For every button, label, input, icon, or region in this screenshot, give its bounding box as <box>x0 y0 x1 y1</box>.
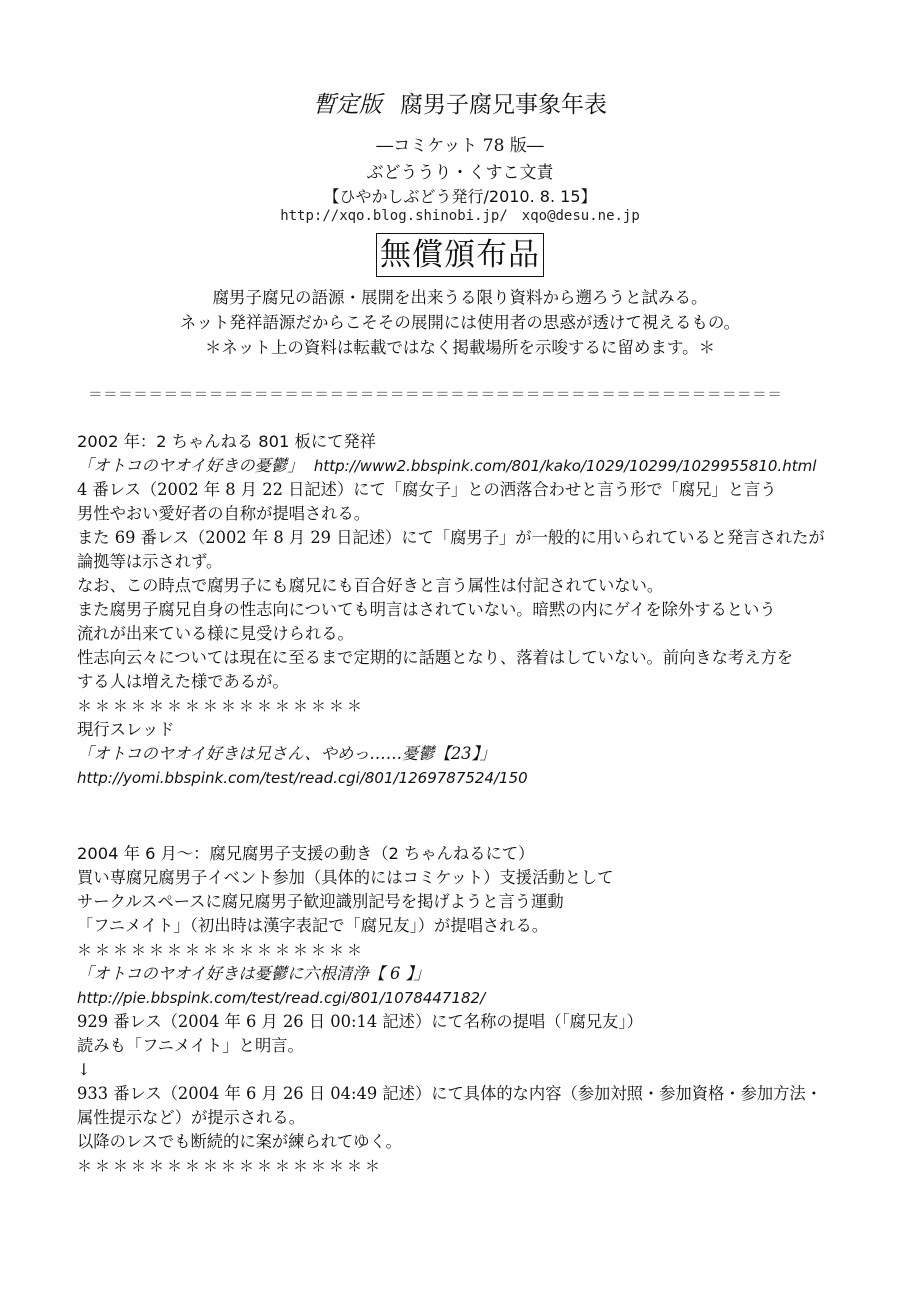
page-title <box>0 86 920 119</box>
section-2002 <box>77 430 867 790</box>
body-line: また腐男子腐兄自身の性志向についても明言はされていない。暗黙の内にゲイを除外するという <box>77 600 776 619</box>
email-address[interactable]: xqo@desu.ne.jp <box>521 208 640 224</box>
intro-paragraph <box>0 285 920 360</box>
body-line: 以降のレスでも断続的に案が練られてゆく。 <box>77 1132 402 1151</box>
body-line: 933 番レス（2004 年 6 月 26 日 04:49 記述）にて具体的な内容（参加対照・参加資格・参加方法・ <box>77 1084 822 1103</box>
body-line: 「フニメイト」（初出時は漢字表記で「腐兄友」）が提唱される。 <box>77 916 549 935</box>
intro-line: ＊ネット上の資料は転載ではなく掲載場所を示唆するに留めます。＊ <box>204 338 716 357</box>
body-line: 男性やおい愛好者の自称が提唱される。 <box>77 504 371 523</box>
current-thread-url[interactable]: http://yomi.bbspink.com/test/read.cgi/801/1269787524/150 <box>77 769 528 787</box>
body-line: 属性提示など）が提示される。 <box>77 1108 305 1127</box>
current-thread-title: 「オトコのヤオイ好きは兄さん、やめっ……憂鬱【23】」 <box>77 744 496 763</box>
body-line: する人は増えた様であるが。 <box>77 672 289 691</box>
blog-url[interactable]: http://xqo.blog.shinobi.jp/ <box>280 208 508 224</box>
title-provisional: 暫定版 <box>313 92 382 118</box>
thread-url[interactable]: http://pie.bbspink.com/test/read.cgi/801/1078447182/ <box>77 989 486 1007</box>
section-2004 <box>77 842 867 1178</box>
section-heading: 2004 年 6 月～：腐兄腐男子支援の動き（2 ちゃんねるにて） <box>77 844 535 863</box>
body-line: サークルスペースに腐兄腐男子歓迎識別記号を掲げようと言う運動 <box>77 892 564 911</box>
publisher-line: 【ひやかしぶどう発行/2010. 8. 15】 <box>323 187 597 206</box>
authors-line: ぶどううり・くすこ文責 <box>366 163 554 183</box>
star-separator: ＊＊＊＊＊＊＊＊＊＊＊＊＊＊＊＊ <box>77 941 366 959</box>
star-separator: ＊＊＊＊＊＊＊＊＊＊＊＊＊＊＊＊ <box>77 697 366 715</box>
body-line: 流れが出来ている様に見受けられる。 <box>77 624 354 643</box>
star-separator: ＊＊＊＊＊＊＊＊＊＊＊＊＊＊＊＊＊ <box>77 1157 384 1175</box>
body-line: 買い専腐兄腐男子イベント参加（具体的にはコミケット）支援活動として <box>77 868 614 887</box>
intro-line: ネット発祥語源だからこそその展開には使用者の思惑が透けて視えるもの。 <box>179 313 741 332</box>
thread-reference <box>77 454 867 478</box>
body-line: また 69 番レス（2002 年 8 月 29 日記述）にて「腐男子」が一般的に用いられていると発言されたが <box>77 528 825 547</box>
current-thread-label: 現行スレッド <box>77 720 175 739</box>
body-line: なお、この時点で腐男子にも腐兄にも百合好きと言う属性は付記されていない。 <box>77 576 664 595</box>
edition-line: ―コミケット 78 版― <box>376 136 544 156</box>
thread-title: 「オトコのヤオイ好きは憂鬱に六根清浄【 6 】」 <box>77 964 431 983</box>
thread-title: 「オトコのヤオイ好きの憂鬱」 <box>77 456 304 475</box>
down-arrow: ↓ <box>77 1060 91 1079</box>
contact-line <box>0 208 920 224</box>
free-label: 無償頒布品 <box>376 233 544 277</box>
section-heading: 2002 年：2 ちゃんねる 801 板にて発祥 <box>77 432 376 451</box>
intro-line: 腐男子腐兄の語源・展開を出来うる限り資料から遡ろうと試みる。 <box>212 288 708 307</box>
body-line: 論拠等は示されず。 <box>77 552 223 571</box>
body-line: 性志向云々については現在に至るまで定期的に話題となり、落着はしていない。前向きな考え方を <box>77 648 794 667</box>
body-line: 929 番レス（2004 年 6 月 26 日 00:14 記述）にて名称の提唱（「腐兄友」） <box>77 1012 643 1031</box>
free-distribution-stamp <box>0 233 920 277</box>
thread-url[interactable]: http://www2.bbspink.com/801/kako/1029/10299/1029955810.html <box>313 457 817 475</box>
body-line: 4 番レス（2002 年 8 月 22 日記述）にて「腐女子」との洒落合わせと言う形で「腐兄」と言う <box>77 480 777 499</box>
body-line: 読みも「フニメイト」と明言。 <box>77 1036 304 1055</box>
title-main: 腐男子腐兄事象年表 <box>400 92 607 118</box>
section-divider: ＝＝＝＝＝＝＝＝＝＝＝＝＝＝＝＝＝＝＝＝＝＝＝＝＝＝＝＝＝＝＝＝＝＝＝＝＝＝＝＝＝＝＝＝＝＝ <box>88 386 783 403</box>
